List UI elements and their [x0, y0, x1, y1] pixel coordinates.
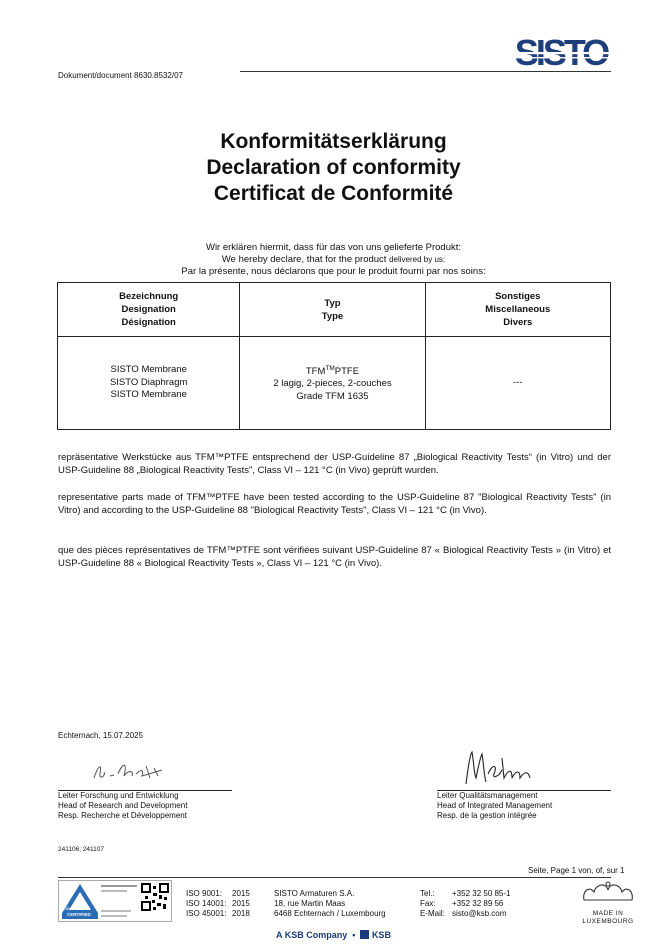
table-header-row — [58, 283, 611, 337]
intro-fr: Par la présente, nous déclarons que pour le produit fourni par nos soins: — [181, 266, 486, 277]
crown-icon — [580, 880, 636, 902]
iso-certifications: ISO 9001: 2015 ISO 14001: 2015 ISO 45001: 2018 — [186, 889, 250, 918]
badge-small-print — [101, 910, 131, 912]
ksb-company-text: A KSB Company — [276, 930, 348, 940]
cell-misc: --- — [425, 337, 610, 430]
tuv-certificate-badge — [58, 880, 172, 922]
title-fr: Certificat de Conformité — [213, 182, 454, 205]
paragraph-de: repräsentative Werkstücke aus TFM™PTFE entsprechend der USP-Guideline 87 „Biological Reactivity Tests“ (in Vitro) und der USP-Guideline 88 „Biological Reactivity Tests", Class VI – 121 °C (in Vivo) geprüft wurden. — [58, 452, 611, 476]
qr-code-icon — [141, 883, 169, 911]
paragraph-fr: que des pièces représentatives de TFM™PTFE sont vérifiées suivant USP-Guideline 87 « Biological Reactivity Tests » (in Vitro) et USP-Guideline 88 « Biological Reactivity Tests », Class VI – 121 °C (in Vivo). — [58, 545, 611, 569]
table-row — [58, 337, 611, 430]
footer-rule — [58, 877, 611, 878]
signature-left — [88, 756, 178, 784]
intro-en: We hereby declare, that for the product delivered by us: — [221, 254, 446, 265]
signature-right — [462, 748, 542, 788]
company-contact: Tel.: +352 32 50 85-1 Fax: +352 32 89 56 E-Mail: sisto@ksb.com — [420, 889, 511, 918]
tuv-text: TÜVRheinland — [63, 906, 91, 911]
cell-type: TFM™PTFE 2 lagig, 2-pieces, 2-couches Grade TFM 1635 — [240, 337, 425, 430]
header-rule — [240, 71, 611, 72]
header-type: Typ Type — [240, 283, 425, 337]
document-number: Dokument/document 8630.8532/07 — [58, 71, 183, 80]
title-de: Konformitätserklärung — [220, 130, 447, 153]
intro-de: Wir erklären hiermit, dass für das von uns gelieferte Produkt: — [205, 242, 462, 253]
paragraph-en: representative parts made of TFM™PTFE have been tested according to the USP-Guideline 87 "Biological Reactivity Tests" (in Vitro) and according to the USP-Guideline 88 "Biological Reactivity Tests", Class VI – 121 °C (in Vivo). — [58, 492, 611, 516]
cell-designation: SISTO Membrane SISTO Diaphragm SISTO Membrane — [58, 337, 240, 430]
ksb-company-line — [0, 930, 667, 940]
signature-caption-right: Leiter Qualitätsmanagement Head of Integrated Management Resp. de la gestion intégrée — [437, 791, 553, 820]
made-in-luxembourg: MADE IN LUXEMBOURG — [582, 910, 634, 925]
badge-small-print — [101, 915, 127, 917]
place-date: Echternach, 15.07.2025 — [58, 731, 143, 740]
email-link[interactable]: sisto@ksb.com — [452, 909, 507, 918]
declaration-table — [57, 282, 611, 430]
sisto-logo — [511, 33, 611, 73]
separator-dot-icon: • — [349, 930, 358, 940]
signature-caption-left: Leiter Forschung und Entwicklung Head of Research and Development Resp. Recherche et Développement — [58, 791, 188, 820]
ksb-logo-icon — [360, 930, 369, 939]
badge-small-print — [101, 885, 137, 887]
badge-small-print — [101, 890, 127, 892]
title-en: Declaration of conformity — [206, 156, 461, 179]
reference-numbers: 241106; 241107 — [58, 846, 105, 853]
company-address: SISTO Armaturen S.A. 18, rue Martin Maas 6468 Echternach / Luxembourg — [274, 889, 386, 918]
header-misc: Sonstiges Miscellaneous Divers — [425, 283, 610, 337]
tuv-certified: CERTIFIED — [67, 912, 91, 917]
page-info: Seite, Page 1 von, of, sur 1 — [528, 866, 625, 875]
ksb-logo-text: KSB — [371, 930, 391, 940]
header-designation: Bezeichnung Designation Désignation — [58, 283, 240, 337]
